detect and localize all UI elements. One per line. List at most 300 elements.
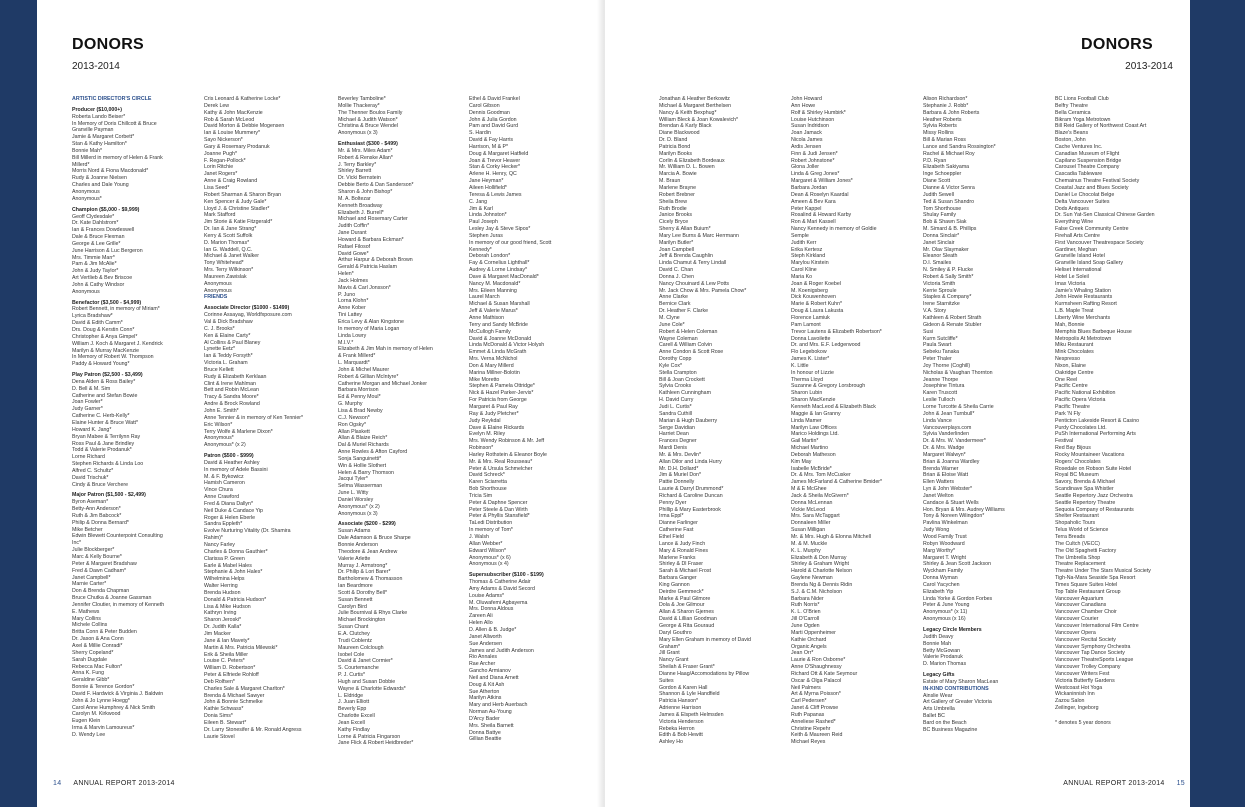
donor-name: Irene Starnitzke — [923, 301, 960, 308]
donor-name: Bill & Joan Crockett — [659, 376, 705, 383]
donor-name: Debbie Berto & Dan Sanderson* — [338, 182, 414, 189]
donor-name: Jane Heyman* — [469, 178, 504, 185]
donor-name: Sequoia Company of Restaurants — [1055, 506, 1134, 513]
donor-name: Laurel March — [469, 294, 500, 301]
giving-level-heading: Patron ($500 - $999) — [204, 453, 254, 460]
donor-name: Robert Johnstone* — [791, 157, 835, 164]
donor-name: Oscar & Olga Palacol — [791, 677, 842, 684]
donor-name: Laurie Stovel — [204, 733, 235, 740]
donor-name: Dr. & Mrs. Wadge — [923, 445, 965, 452]
donor-name: Judy Garner* — [72, 406, 103, 413]
donor-name: Mark Stafford — [204, 212, 236, 219]
donor-name: Shirley & Jean Scott Jackson — [923, 561, 991, 568]
page-title-left: DONORS — [72, 36, 145, 53]
donor-name: Dianne & Victor Senra — [923, 184, 975, 191]
donor-name: M. Koenigsberg — [791, 287, 828, 294]
donor-name: Geoff Clydesdale* — [72, 213, 115, 220]
donor-name: Victoria Butterfly Gardens — [1055, 677, 1115, 684]
donor-name: Allan & Blaize Reich* — [338, 435, 388, 442]
donor-name: Audrey & Lorne Lindsay* — [469, 267, 528, 274]
donor-name: Anonymous* (x 2) — [204, 442, 246, 449]
donor-name: Bob & Shawn Siak — [923, 219, 967, 226]
donor-name: N. Smiley & P. Flucke — [923, 267, 974, 274]
footer-label-left: ANNUAL REPORT 2013-2014 — [73, 780, 175, 787]
donor-name: Barbara Jordan — [791, 184, 828, 191]
donor-name: Michael and Rosemary Carter — [338, 216, 408, 223]
donor-name: Nicholas & Vaughan Thornton — [923, 369, 993, 376]
donor-name: Kurmsheen Rafting Resort — [1055, 301, 1117, 308]
donor-name: Doug & Kit Ash — [469, 681, 505, 688]
donor-name: Janet Allworth — [469, 633, 502, 640]
donor-name: Marian & Hugh Dauberry — [659, 417, 718, 424]
donor-name: Carell & William Colvin — [659, 342, 713, 349]
donor-name: Christina & Bruce Wendel — [338, 123, 399, 130]
donor-name: Robert & Gillian McIntyre* — [338, 373, 399, 380]
donor-name: M. & F. Bykowicz — [204, 473, 244, 480]
donor-name: Firehall Arts Centre — [1055, 232, 1100, 239]
page-years-left: 2013-2014 — [72, 61, 120, 72]
donor-name: Sylvia Crooks — [659, 383, 692, 390]
donor-name: David & Joanne McDonald — [469, 335, 532, 342]
donor-name: Dr. & Mrs. W. Vandermeer* — [923, 438, 986, 445]
donor-name: Suites — [659, 677, 674, 684]
donor-name: Pam & Jim McAlie* — [72, 261, 117, 268]
donor-name: Christopher & Anya Gimpel* — [72, 333, 138, 340]
donor-name: Red Bay Bijous — [1055, 445, 1091, 452]
donor-name: Ashley Ho — [659, 739, 683, 746]
donor-column-7 — [923, 96, 1051, 766]
donor-name: Oakridge Centre — [1055, 369, 1094, 376]
donor-name: Martin & Mrs. Patricia Milewski* — [204, 644, 278, 651]
donor-name: Alison Richardson* — [923, 96, 968, 102]
section-heading: ARTISTIC DIRECTOR'S CIRCLE — [72, 96, 152, 102]
footer-label-right: ANNUAL REPORT 2013-2014 — [1063, 780, 1165, 787]
donor-name: Rachel & Michael Roy — [923, 150, 975, 157]
donor-name: Judy Wong — [923, 527, 950, 534]
donor-name: Bonnie & Terence Gordon* — [72, 684, 135, 691]
donor-name: Bonnie Anderson — [338, 542, 378, 548]
donor-name: Lorne Richard — [72, 454, 105, 461]
donor-name: Betty McGowan — [923, 647, 961, 654]
donor-name: Lance and Sandra Rossington* — [923, 143, 996, 150]
donor-name: Evelyn M. Riley — [469, 431, 506, 438]
donor-name: Jennifer Cloutier, in memory of Kenneth — [72, 601, 165, 608]
donor-name: Robert & Helen Coleman — [659, 328, 718, 335]
donor-name: Rudy & Elizabeth Kerklaan — [204, 373, 267, 380]
donor-name: Trevor Lautens & Elizabeth Robertson* — [791, 328, 882, 335]
donor-name: Doug & Margaret Hatfield — [469, 150, 529, 157]
donor-name: Helen Allo — [469, 620, 493, 627]
donor-name: Mrs. Donna Aldous — [469, 606, 514, 613]
donor-name: Teresa & Lewis James — [469, 191, 522, 198]
donor-name: D'Arcy Bader — [469, 715, 500, 722]
donor-name: Therma Lloyd — [791, 376, 824, 383]
donor-name: In Memory of Doris Chillcott & Bruce — [72, 120, 157, 127]
donor-name: Anonymous* (x 11) — [923, 609, 968, 616]
donor-name: The Thenner Boulos Family — [338, 109, 403, 116]
donor-name: Michele Collins — [72, 622, 108, 629]
donor-name: K. L. Murphy — [791, 547, 821, 554]
donor-name: Granville Island Hotel — [1055, 253, 1105, 260]
donor-name: George & Rita Gouraud — [659, 622, 715, 629]
donor-name: Anonymous (x 4) — [469, 561, 509, 568]
donor-name: Shulay Family — [923, 212, 956, 219]
donor-name: Anonymous (x 3) — [338, 510, 378, 517]
donor-name: D.I. Smailes — [923, 260, 952, 267]
donor-name: Sandra Cuthill — [659, 410, 692, 417]
donor-name: Linda Lowry — [338, 332, 367, 339]
donor-name: Carousel Theatre Company — [1055, 164, 1120, 171]
donor-name: Brendan & Karly Black — [659, 123, 712, 130]
donor-name: Bryan Mabee & Terrilynn Ray — [72, 433, 141, 440]
donor-name: Janet Campbell* — [72, 574, 111, 581]
donor-name: Diane Blackwood — [659, 130, 700, 137]
donor-name: In memory of our good friend, Scott — [469, 239, 552, 246]
donor-name: Peter & Elfriede Rohloff — [204, 672, 259, 679]
donor-name: J. Terry Barkley* — [338, 161, 377, 168]
donor-name: Valerie Prodanuk — [923, 654, 963, 661]
donor-name: One Reel — [1055, 376, 1078, 383]
donor-name: Donna J. Chen — [659, 273, 695, 280]
donor-name: Mr. & Mrs. Real Rousseau* — [469, 458, 533, 465]
donor-name: John Howard — [791, 96, 822, 102]
donor-name: Corinne Assayag, Worldfxposure.com — [204, 312, 292, 319]
donor-name: Harrison, M & P* — [469, 143, 509, 150]
donor-name: Deb Rolfsen* — [204, 678, 235, 685]
donor-name: Mike Moretto — [469, 376, 500, 383]
donor-name: Mr. D.H. Dollard* — [659, 465, 699, 472]
donor-name: Evolve Nurturing Vitality (Dr. Shamira — [204, 528, 291, 535]
donor-name: Vancouver Canadians — [1055, 602, 1107, 609]
donor-name: Linda Yorke & Gordon Forbes — [923, 595, 993, 602]
donor-name: Irma & Marvin Lamoureux* — [72, 725, 135, 732]
donor-name: Deirdre Gemmeck* — [659, 588, 704, 595]
donor-name: Kathy & John MacKenzie — [204, 109, 263, 116]
donor-name: Todd & Valerie Prodanuk* — [72, 447, 132, 454]
donor-name: Jamie & Margaret Corbett* — [72, 134, 135, 141]
donor-name: BC Business Magazine — [923, 726, 978, 733]
donor-name: Vancouver Trolley Company — [1055, 664, 1121, 671]
donor-name: Vancouverplays.com — [923, 424, 972, 431]
donor-name: Mrs. Sheila Barnett — [469, 722, 514, 729]
donor-name: Vancouver Writers Fest — [1055, 670, 1110, 677]
donor-name: Anne Crawford — [204, 494, 240, 501]
donor-name: Neil Duke & Candace Yip — [204, 507, 263, 514]
donor-name: Frances Degner — [659, 438, 697, 445]
donor-name: Joan Fowler* — [72, 399, 103, 406]
donor-name: June Cole* — [659, 321, 685, 328]
donor-name: Margaret T. Wright — [923, 554, 966, 561]
donor-name: Mary Lee Burns & Marc Herrmann — [659, 232, 739, 239]
donor-name: Jim & Karl — [469, 205, 493, 212]
donor-name: Bella Ceramica — [1055, 109, 1091, 116]
donor-name: Daryl Gouthro — [659, 629, 692, 636]
donor-name: Karen Truscott — [923, 390, 958, 397]
donor-name: Tini Lattey — [338, 312, 363, 319]
donor-name: David Morton & Debbie Mogensen — [204, 123, 285, 130]
donor-name: Judy Reykdal — [469, 417, 501, 424]
donor-name: Ray & Judy Pletcher* — [469, 410, 519, 417]
donor-name: Linda Johnston* — [469, 212, 507, 219]
donor-name: Daniel Le Chocolat Belge — [1055, 191, 1115, 198]
donor-name: Rahim)* — [204, 535, 223, 542]
donor-name: Terry Wolfe & Marlene Dixon* — [204, 428, 273, 435]
footer-right — [1063, 780, 1185, 787]
donor-name: Michael & Margaret Berthelsen — [659, 102, 732, 109]
donor-name: John & Julia Gordon — [469, 116, 517, 123]
donor-name: Kathryn Irving — [204, 610, 237, 617]
donor-name: M. A. Boltezar — [338, 195, 371, 202]
donor-name: Richard Ott & Kate Seymour — [791, 670, 858, 677]
donor-name: Patricia Hanson* — [659, 698, 699, 705]
donor-name: Festival — [1055, 438, 1074, 445]
donor-name: John & Michel Maurer — [338, 366, 390, 373]
donor-name: Belfry Theatre — [1055, 102, 1088, 109]
donor-name: Pam Lamont — [791, 321, 821, 328]
donor-name: Peter Thaler — [923, 356, 952, 363]
donor-name: K. L. O'Brien — [791, 609, 821, 616]
donor-name: D. Marion Thomas — [923, 661, 967, 668]
donor-name: Louise C. Peters* — [204, 658, 245, 665]
donor-name: Marke & Paul Gilmore — [659, 595, 711, 602]
donor-name: J. Walsh — [469, 534, 489, 540]
donor-name: Times Square Suites Hotel — [1055, 581, 1118, 588]
donor-name: Kyle Cox* — [659, 362, 683, 369]
donor-name: Howard K. Jang* — [72, 426, 112, 433]
donor-name: Dr. Vicki Bernstein — [338, 175, 381, 182]
donor-name: Vancouver Chamber Choir — [1055, 609, 1117, 616]
donor-name: PuSh International Performing Arts — [1055, 431, 1136, 438]
donor-name: Candace & Stuart Wells — [923, 499, 979, 506]
donor-name: M.I.V.* — [338, 339, 354, 346]
donor-name: Theodore & Jean Andrew — [338, 548, 398, 555]
donor-name: Robyn Woodward — [923, 540, 965, 547]
donor-name: Westcoast Hot Yoga — [1055, 684, 1103, 691]
donor-name: Chemainus Theatre Festival Society — [1055, 178, 1140, 185]
donor-name: Vancouver International Film Centre — [1055, 622, 1139, 629]
donor-name: Nancy M. Macdonald* — [469, 280, 521, 287]
donor-name: Kathy Findlay — [338, 726, 370, 733]
donor-name: Keith & Maureen Reid — [791, 732, 843, 739]
donor-name: Lorin Ritchie — [204, 164, 234, 171]
donor-name: Theatre Under The Stars Musical Society — [1055, 568, 1151, 575]
donor-name: Finn & Judi Jensen* — [791, 150, 838, 157]
donor-name: Wyckham Family — [923, 568, 963, 575]
donor-name: Morris Nord & Fiona Macdonald* — [72, 168, 149, 175]
section-heading: IN-KIND CONTRIBUTIONS — [923, 685, 989, 692]
donor-name: Rob & Sarah McLeod — [204, 116, 255, 123]
donor-name: Kathie Schwass* — [204, 706, 244, 713]
donor-name: BC Lions Football Club — [1055, 96, 1109, 102]
donor-name: Marg Worthy* — [923, 547, 955, 554]
donor-name: Marti Oppenheimer — [791, 629, 836, 636]
donor-name: Metropolis At Metrotown — [1055, 335, 1112, 342]
donor-name: Mr. Olav Slaymaker — [923, 246, 969, 253]
donor-name: In Memory of Robert W. Thompson — [72, 354, 154, 361]
donor-name: Mr. Jack Chow & Mrs. Pamela Chow* — [659, 287, 747, 294]
donor-name: Pacific Theatre — [1055, 403, 1090, 410]
donor-name: Peter & Margaret Bradshaw — [72, 560, 137, 567]
donor-name: Eileen B. Stewart* — [204, 719, 247, 726]
donor-name: Mike Betcher — [72, 526, 103, 533]
donor-name: Kim May — [791, 458, 812, 465]
donor-name: D. Wendy Lee — [72, 731, 106, 738]
donor-name: Dr. D. Bland — [659, 137, 688, 144]
donor-name: Dods Antiques — [1055, 205, 1089, 212]
donor-name: Maria Ko — [791, 273, 813, 280]
donor-name: Stephen Juras — [469, 232, 503, 239]
donor-name: Marlene Brayne — [659, 184, 697, 191]
donor-name: Suzanne & Gregory Lorsbrough — [791, 383, 866, 390]
donor-name: Gardiner, Meghan — [1055, 246, 1098, 253]
donor-name: Anne Condon & Scott Rose — [659, 349, 724, 356]
donor-name: Marie & Robert Kuhn* — [791, 301, 843, 308]
donor-name: M & E McGhee — [791, 486, 827, 493]
donor-name: E.A. Clutchey — [338, 630, 370, 637]
page-number-left: 14 — [53, 780, 62, 787]
donor-name: Charlotte Excell — [338, 713, 375, 720]
donor-name: Brenda & Michael Sawyer — [204, 692, 265, 699]
donor-name: Paul Joseph — [469, 219, 498, 226]
donor-name: Coastal Jazz and Blues Society — [1055, 184, 1129, 191]
donor-name: Bonnie Mah — [923, 640, 952, 647]
donor-name: Shirley Barrett — [338, 168, 372, 175]
donor-name: Linda Chamut & Terry Lindall — [659, 260, 727, 267]
donor-name: Roger & Helen Eberle — [204, 514, 256, 521]
donor-name: Charles Sale & Margaret Charlton* — [204, 685, 285, 692]
donor-name: Sandra Eppleth* — [204, 521, 243, 528]
donor-name: Vancouver Opera — [1055, 629, 1096, 636]
donor-name: Eugen Klein — [72, 718, 101, 725]
right-page — [605, 0, 1190, 807]
donor-name: Kerry & Scott Suffolk — [204, 232, 253, 239]
donor-name: The Cultch (VECC) — [1055, 540, 1100, 547]
donor-name: Jane Durant — [338, 230, 367, 237]
donor-name: Ainslie Wear — [923, 692, 953, 699]
donor-name: M. Clyne — [659, 315, 680, 321]
giving-level-heading: Associate Director ($1000 - $1499) — [204, 305, 290, 312]
donor-name: Sebeku Tanaka — [923, 349, 960, 356]
donor-name: Margaret Walwyn* — [923, 451, 966, 458]
donor-name: Joanne Pugh* — [204, 150, 237, 157]
donor-name: Win & Hollie Slothert — [338, 462, 387, 469]
donor-name: Glona Joller — [791, 164, 820, 171]
donor-name: Art & Myrna Poisson* — [791, 691, 841, 698]
donor-name: David & Heather Ashley — [204, 459, 260, 466]
donor-name: Lisa & Mike Hudson — [204, 603, 251, 610]
donor-name: Anne Clarke — [659, 294, 688, 301]
donor-name: John & Jo Lynne Hoegg* — [72, 697, 130, 704]
donor-name: Cascadia Tableware — [1055, 171, 1103, 178]
donor-name: Wilhelmina Helps — [204, 576, 245, 583]
donor-name: Selma Wasserman — [338, 483, 383, 490]
donor-name: Sylvia Vanderlinden — [923, 431, 970, 438]
donor-name: Top Table Restaurant Group — [1055, 588, 1121, 595]
donor-name: Neil Palmers — [791, 684, 821, 691]
donor-name: Allan Webber* — [469, 540, 503, 547]
donor-name: Art Gallery of Greater Victoria — [923, 699, 992, 706]
donor-name: Bikram Yoga Metrotown — [1055, 116, 1111, 123]
donor-name: Eleanor Sleath — [923, 253, 958, 260]
donor-name: Everything Wine — [1055, 219, 1094, 226]
donor-name: Catherine Fast — [659, 527, 694, 534]
donor-name: In memory of Tom* — [469, 527, 513, 534]
donor-name: Byron Aseman* — [72, 499, 109, 506]
donor-name: Don & Brenda Chapman — [72, 588, 130, 595]
donor-name: Bill & Marian Ross — [923, 137, 966, 144]
donor-name: Peter & June Young — [923, 602, 970, 609]
donor-name: Jim Storie & Katie Fitzgerald* — [204, 219, 273, 226]
donor-name: Ron Ogsky* — [338, 421, 367, 428]
donor-name: John E. Smith* — [204, 407, 239, 414]
donor-name: Clarissa P. Green — [204, 555, 245, 562]
donor-name: Patricia Bond — [659, 143, 691, 150]
donor-name: David & Edith Camm* — [72, 320, 123, 327]
donor-name: Nespresso — [1055, 356, 1081, 363]
donor-name: Britta Conn & Peter Budden — [72, 629, 137, 636]
donor-name: Bonnie Mah* — [72, 147, 103, 154]
donor-name: Sue Atherton — [469, 688, 500, 695]
donor-name: Sheila Brew — [659, 198, 688, 205]
donor-name: Don & Mary Millerd — [469, 362, 514, 369]
donor-name: Organic Angels — [791, 643, 827, 650]
donor-name: Ian & Teddy Forsyth* — [204, 353, 253, 360]
donor-name: Rogers' Chocolates — [1055, 458, 1101, 465]
donor-name: Inc* — [72, 540, 82, 547]
donor-name: Mavis & Carl Jonsson* — [338, 284, 391, 291]
donor-name: Dola & Joe Gilmour — [659, 602, 705, 609]
donor-name: Jean Orr* — [791, 650, 814, 657]
donor-name: Thomas & Catherine Adair — [469, 579, 531, 586]
donor-name: Janet Welton — [923, 492, 954, 499]
donor-name: TaLedi Distribution — [469, 520, 513, 527]
donor-name: L. Eldridge — [338, 692, 364, 699]
donor-name: Donnaleen Miller — [791, 520, 831, 527]
donor-name: Sarah & Michael Frost — [659, 568, 711, 575]
donor-name: Vancouver Recital Society — [1055, 636, 1116, 643]
donor-name: Walter Herring — [204, 583, 238, 590]
donor-name: Victoria L. Graham — [204, 360, 248, 367]
donor-name: David & Fay Harris — [469, 137, 514, 144]
donor-name: Zazou Salon — [1055, 698, 1085, 705]
donor-name: Nancy & Keith Bexphug* — [659, 109, 717, 116]
donor-name: Earle & Mabel Hales — [204, 562, 252, 569]
donor-name: Stephanie & John Hales* — [204, 569, 263, 576]
donor-name: Tom Shorthouse — [923, 205, 962, 212]
donor-name: Harriet Dean — [659, 431, 689, 438]
donor-name: C. Jang — [469, 198, 488, 205]
donor-name: Lynette Eetz* — [204, 346, 236, 353]
donor-name: Mollie Thackeray* — [338, 102, 380, 109]
donor-name: Edith & Bob Hewitt — [659, 732, 703, 739]
donor-name: Jamie's Whaling Station — [1055, 287, 1111, 294]
section-heading: FRIENDS — [204, 294, 228, 301]
donor-name: Dianne Haag/Accomodations by Pillow — [659, 670, 750, 677]
donor-name: Louise Hutchinson — [791, 116, 835, 123]
donor-name: Shirley & Graham Wright — [791, 561, 849, 568]
donor-name: M. & M. Muckle — [791, 540, 828, 547]
donor-name: Laurie & Darryl Drummond* — [659, 486, 724, 493]
donor-name: Alfred C. Schultz* — [72, 467, 114, 474]
donor-name: Scott & Dorothy Bell* — [338, 589, 388, 596]
donor-name: Marc & Kelly Bourne* — [72, 554, 122, 560]
donor-name: Theatre Replacement — [1055, 561, 1106, 568]
donor-name: Dr. Judith Kalla* — [204, 624, 242, 631]
donor-name: Kennedy* — [469, 246, 492, 253]
donor-name: Robert & Renske Allan* — [338, 154, 393, 161]
donor-name: Anne & Craig Rowland — [204, 178, 258, 185]
donor-name: George & Lee Grille* — [72, 240, 121, 247]
